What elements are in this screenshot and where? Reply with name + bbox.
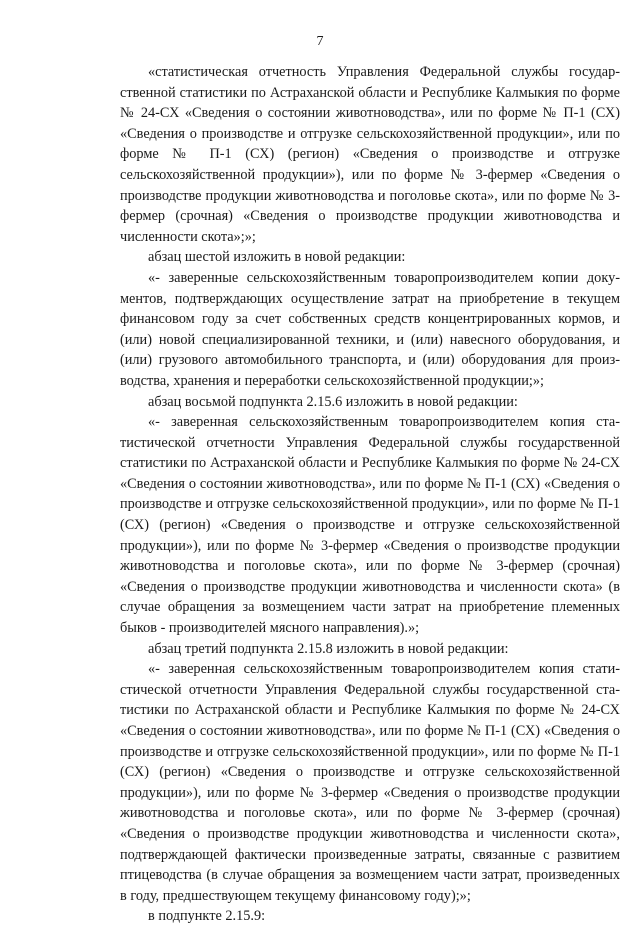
paragraph-subclause-heading: в подпункте 2.15.9: [148,908,266,925]
paragraph-poultry: «- заверенная сельскохозяйственным товаропроизводителем копия статистической отчетности Управления Федеральной службы государственной статистики по Астраханской области и Республике Калмыкия по форме № 24-СХ «Сведения о состоянии животноводства», или по форме № П-1 (СХ) «Сведения о производстве и отгрузке сельскохозяйственной продукции», или по форме № П-1 (СХ) (регион) «Сведения о производстве и отгрузке сельскохозяйственной продукции»), или по форме № 3-фермер «Сведения о производстве продукции животноводства и поголовье скота», или по форме № 3-фермер (срочная) «Сведения о производстве продукции животноводства и численности скота», подтверждающей фактически произведенные затраты, связанные с развитием птицеводства (в случае обращения за возмещением части затрат, произведенных в году, предшествующем текущему финансовому году);»; [120,661,620,904]
paragraph-third-clause-heading: абзац третий подпункта 2.15.8 изложить в новой редакции: [148,640,509,657]
page-number: 7 [316,34,324,49]
paragraph-sixth-clause-heading: абзац шестой изложить в новой редакции: [148,249,406,266]
paragraph-certified-documents: «- заверенные сельскохозяйственным товаропроизводителем копии документов, подтверждающих осуществление затрат на приобретение в текущем финансовом году за счет собственных средств концентрированных кормов, и (или) новой специализированной техники, и (или) навесного оборудования, и (или) грузового автомобильного транспорта, и (или) оборудования для производства, хранения и переработки сельскохозяйственной продукции;»; [120,269,620,389]
document-body [120,62,620,927]
paragraph-breeding-bulls: «- заверенная сельскохозяйственным товаропроизводителем копия статистической отчетности Управления Федеральной службы государственной статистики по Астраханской области и Республике Калмыкия по форме № 24-СХ «Сведения о состоянии животноводства», или по форме № П-1 (СХ) «Сведения о производстве и отгрузке сельскохозяйственной продукции», или по форме № П-1 (СХ) (регион) «Сведения о производстве и отгрузке сельскохозяйственной продукции»), или по форме № 3-фермер «Сведения о производстве продукции животноводства и поголовье скота», или по форме № 3-фермер (срочная) «Сведения о производстве продукции животноводства и численности скота» (в случае обращения за возмещением части затрат на приобретение племенных быков - производителей мясного направления).»; [120,414,620,637]
paragraph-eighth-clause-heading: абзац восьмой подпункта 2.15.6 изложить в новой редакции: [148,393,518,410]
paragraph-statistical-reporting: «статистическая отчетность Управления Федеральной службы государственной статистики по Астраханской области и Республике Калмыкия по форме № 24-СХ «Сведения о состоянии животноводства», или по форме № П-1 (СХ) «Сведения о производстве и отгрузке сельскохозяйственной продукции», или по форме № П-1 (СХ) (регион) «Сведения о производстве и отгрузке сельскохозяйственной продукции»), или по форме № 3-фермер «Сведения о производстве продукции животноводства и поголовье скота», или по форме № 3-фермер (срочная) «Сведения о производстве продукции животноводства и численности скота»;»; [120,64,620,245]
